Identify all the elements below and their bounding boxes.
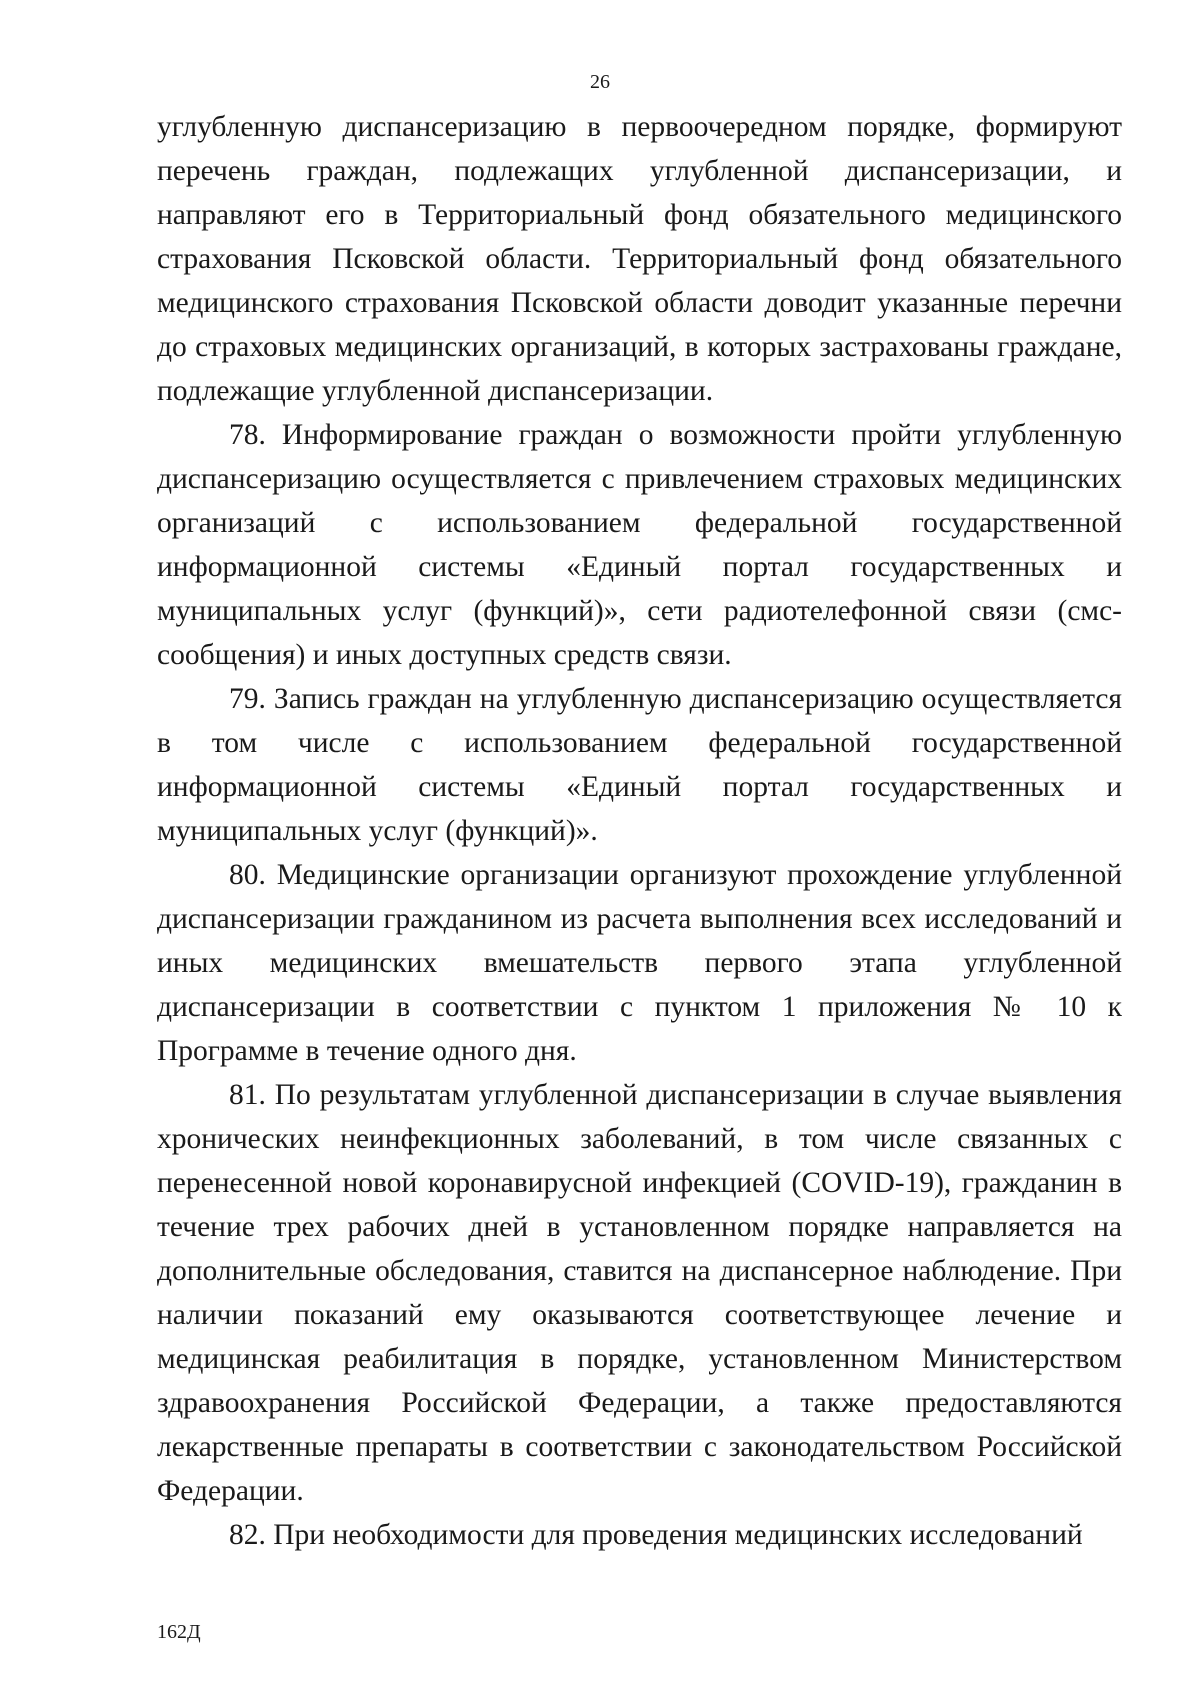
paragraph-81: 81. По результатам углубленной диспансеризации в случае выявления хронических неинфекционных заболеваний, в том числе связанных с перенесенной новой коронавирусной инфекцией (COVID-19), гражданин в течение трех рабочих дней в установленном порядке направляется на дополнительные обследования, ставится на диспансерное наблюдение. При наличии показаний ему оказываются соответствующее лечение и медицинская реабилитация в порядке, установленном Министерством здравоохранения Российской Федерации, а также предоставляются лекарственные препараты в соответствии с законодательством Российской Федерации. xyxy=(157,1079,1122,1507)
page-number: 26 xyxy=(590,71,610,93)
paragraph-80: 80. Медицинские организации организуют прохождение углубленной диспансеризации гражданином из расчета выполнения всех исследований и иных медицинских вмешательств первого этапа углубленной диспансеризации в соответствии с пунктом 1 приложения № 10 к Программе в течение одного дня. xyxy=(157,859,1122,1067)
document-body xyxy=(157,105,1122,1557)
paragraph-continuation: углубленную диспансеризацию в первоочередном порядке, формируют перечень граждан, подлежащих углубленной диспансеризации, и направляют его в Территориальный фонд обязательного медицинского страхования Псковской области. Территориальный фонд обязательного медицинского страхования Псковской области доводит указанные перечни до страховых медицинских организаций, в которых застрахованы граждане, подлежащие углубленной диспансеризации. xyxy=(157,111,1122,407)
paragraph-78: 78. Информирование граждан о возможности пройти углубленную диспансеризацию осуществляется с привлечением страховых медицинских организаций с использованием федеральной государственной информационной системы «Единый портал государственных и муниципальных услуг (функций)», сети радиотелефонной связи (смс-сообщения) и иных доступных средств связи. xyxy=(157,419,1122,671)
paragraph-79: 79. Запись граждан на углубленную диспансеризацию осуществляется в том числе с использованием федеральной государственной информационной системы «Единый портал государственных и муниципальных услуг (функций)». xyxy=(157,683,1122,847)
paragraph-82: 82. При необходимости для проведения медицинских исследований xyxy=(229,1519,1083,1551)
document-code: 162Д xyxy=(157,1621,201,1643)
